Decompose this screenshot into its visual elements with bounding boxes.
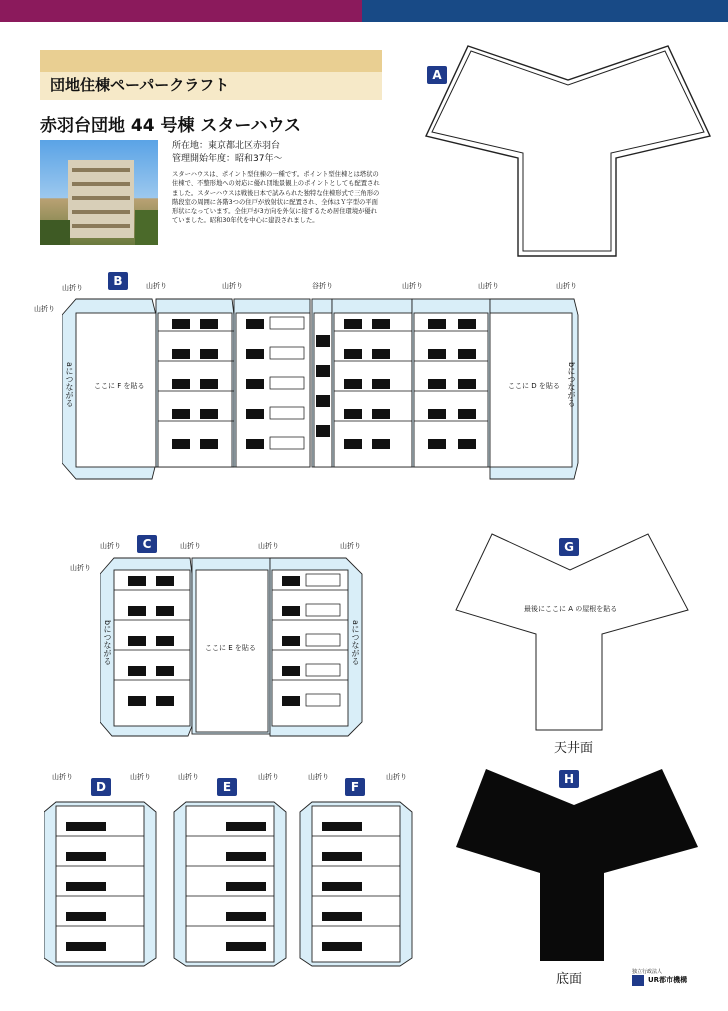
fold-label: 山折り bbox=[556, 282, 577, 290]
fold-label: 山折り bbox=[478, 282, 499, 290]
logo-small-text: 独立行政法人 bbox=[632, 969, 663, 975]
title-band bbox=[40, 50, 382, 100]
panel-a-roof bbox=[420, 40, 720, 265]
fold-label: 山折り bbox=[70, 564, 91, 572]
panel-g-ceiling bbox=[452, 530, 692, 740]
fold-label: 山折り bbox=[34, 305, 55, 313]
fold-label: 山折り bbox=[62, 284, 83, 292]
building-photo bbox=[40, 140, 158, 245]
panel-c-right-side: aにつながる bbox=[351, 620, 360, 665]
fold-label: 山折り bbox=[100, 542, 121, 550]
panel-b-left-side: aにつながる bbox=[65, 362, 74, 407]
fold-label: 山折り bbox=[180, 542, 201, 550]
panels-def-walls bbox=[44, 800, 414, 968]
badge-g: G bbox=[559, 538, 579, 556]
fold-label: 山折り bbox=[130, 773, 151, 781]
page-title: 赤羽台団地 44 号棟 スターハウス bbox=[40, 116, 302, 136]
fold-label: 山折り bbox=[146, 282, 167, 290]
fold-label: 山折り bbox=[386, 773, 407, 781]
year-text: 管理開始年度：昭和37年～ bbox=[172, 154, 283, 164]
badge-e: E bbox=[217, 778, 237, 796]
band-title: 団地住棟ペーパークラフト bbox=[50, 76, 230, 94]
panel-b-left-note: ここに F を貼る bbox=[94, 382, 145, 390]
description: スターハウスは、ポイント型住棟の一種です。ポイント型住棟とは塔状の住棟で、不整形地への対応に優れ団地景観上のポイントとしても配置されました。スターハウスは戦後日本で試みられた独特な住棟形式で三角形の階段室の周囲に各階3つの住戸が放射状に配置され、全体はＹ字型の平面形状になっています。全住戸が3方向を外気に接するため居住環境が優れていました。昭和30年代を中心に建設されました。 bbox=[172, 171, 380, 225]
badge-c: C bbox=[137, 535, 157, 553]
badge-h: H bbox=[559, 770, 579, 788]
badge-b: B bbox=[108, 272, 128, 290]
panel-b-right-note: ここに D を貼る bbox=[508, 382, 560, 390]
fold-label: 谷折り bbox=[312, 282, 333, 290]
ur-logo-icon bbox=[632, 975, 644, 986]
logo-name: UR都市機構 bbox=[648, 976, 688, 984]
panel-b-right-side: bにつながる bbox=[567, 362, 576, 408]
badge-a: A bbox=[427, 66, 447, 84]
top-bar-left bbox=[0, 0, 362, 22]
fold-label: 山折り bbox=[308, 773, 329, 781]
panel-c-center-note: ここに E を貼る bbox=[205, 644, 256, 652]
fold-label: 山折り bbox=[340, 542, 361, 550]
fold-label: 山折り bbox=[258, 542, 279, 550]
panel-h-caption: 底面 bbox=[556, 972, 583, 987]
fold-label: 山折り bbox=[402, 282, 423, 290]
fold-label: 山折り bbox=[258, 773, 279, 781]
panel-c-left-side: bにつながる bbox=[103, 620, 112, 666]
badge-d: D bbox=[91, 778, 111, 796]
fold-label: 山折り bbox=[222, 282, 243, 290]
fold-label: 山折り bbox=[178, 773, 199, 781]
panel-g-note: 最後にここに A の屋根を貼る bbox=[524, 605, 618, 613]
meta-info bbox=[172, 140, 282, 166]
panel-g-caption: 天井面 bbox=[554, 741, 594, 756]
location-text: 所在地：東京都北区赤羽台 bbox=[172, 141, 281, 151]
badge-f: F bbox=[345, 778, 365, 796]
panel-h-base bbox=[454, 765, 704, 965]
top-bar-right bbox=[362, 0, 728, 22]
fold-label: 山折り bbox=[52, 773, 73, 781]
